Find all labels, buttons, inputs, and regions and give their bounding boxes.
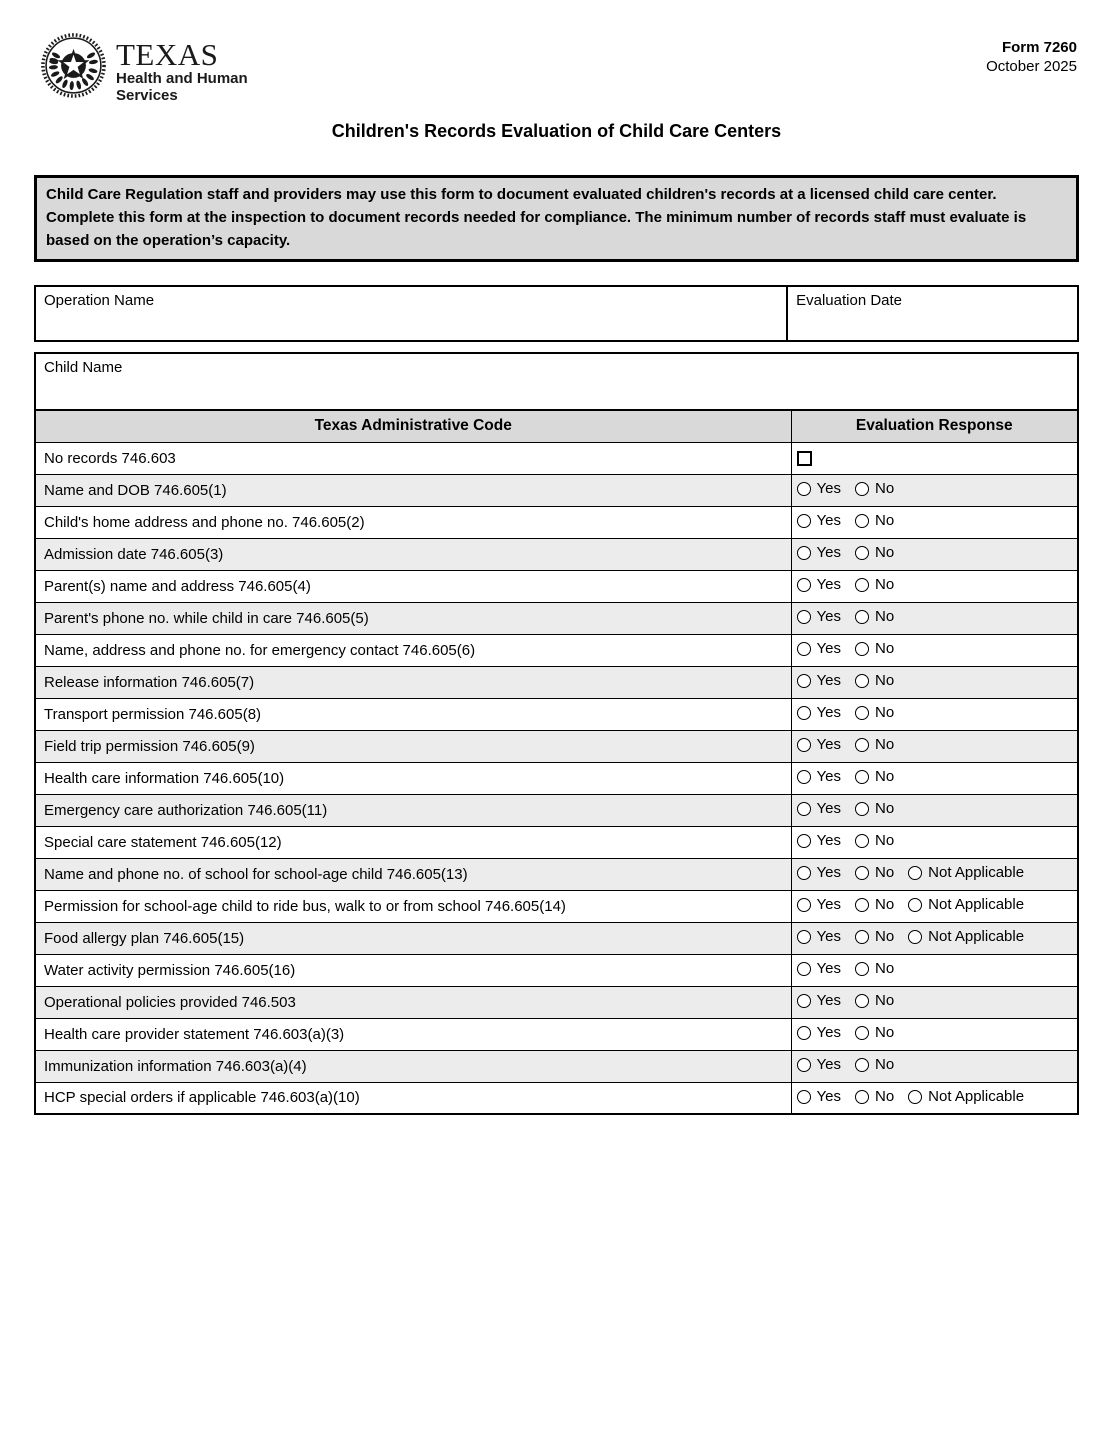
response-cell [791, 762, 1078, 794]
yes-radio[interactable] [797, 514, 811, 528]
yes-radio[interactable] [797, 866, 811, 880]
response-cell [791, 1050, 1078, 1082]
no-option [855, 960, 894, 977]
tac-cell: Health care information 746.605(10) [35, 762, 791, 794]
table-row [35, 666, 1078, 698]
yes-radio[interactable] [797, 738, 811, 752]
evaluation-date-field[interactable] [788, 287, 1077, 340]
no-label: No [874, 704, 895, 722]
response-cell [791, 666, 1078, 698]
no-option [855, 896, 894, 913]
yes-label: Yes [816, 640, 841, 658]
no-option [855, 1088, 894, 1105]
no-radio[interactable] [855, 1026, 869, 1040]
tac-cell: No records 746.603 [35, 442, 791, 474]
yes-label: Yes [816, 704, 841, 722]
no-label: No [874, 736, 895, 754]
no-label: No [874, 544, 895, 562]
no-label: No [874, 928, 895, 946]
yes-radio[interactable] [797, 546, 811, 560]
yes-radio[interactable] [797, 706, 811, 720]
no-option [855, 480, 894, 497]
na-radio[interactable] [908, 898, 922, 912]
yes-label: Yes [816, 736, 841, 754]
table-row [35, 986, 1078, 1018]
table-row [35, 538, 1078, 570]
no-label: No [874, 672, 895, 690]
yes-label: Yes [816, 896, 841, 914]
no-label: No [874, 896, 895, 914]
table-row [35, 1018, 1078, 1050]
no-option [855, 1024, 894, 1041]
yes-radio[interactable] [797, 642, 811, 656]
tac-cell: Special care statement 746.605(12) [35, 826, 791, 858]
no-radio[interactable] [855, 866, 869, 880]
tac-cell: Release information 746.605(7) [35, 666, 791, 698]
na-option [908, 1088, 1024, 1105]
no-radio[interactable] [855, 1058, 869, 1072]
na-option [908, 928, 1024, 945]
page-title: Children's Records Evaluation of Child Care Centers [331, 121, 782, 141]
yes-option [797, 640, 841, 657]
yes-radio[interactable] [797, 1090, 811, 1104]
no-radio[interactable] [855, 802, 869, 816]
tac-cell: Transport permission 746.605(8) [35, 698, 791, 730]
response-column-header: Evaluation Response [791, 410, 1078, 442]
yes-radio[interactable] [797, 994, 811, 1008]
tac-cell: Admission date 746.605(3) [35, 538, 791, 570]
no-label: No [874, 608, 895, 626]
no-radio[interactable] [855, 994, 869, 1008]
na-option [908, 896, 1024, 913]
yes-label: Yes [816, 512, 841, 530]
yes-radio[interactable] [797, 962, 811, 976]
yes-label: Yes [816, 1088, 841, 1105]
table-row [35, 474, 1078, 506]
no-option [855, 928, 894, 945]
response-cell [791, 730, 1078, 762]
yes-label: Yes [816, 864, 841, 882]
table-row [35, 826, 1078, 858]
response-cell [791, 922, 1078, 954]
no-option [855, 768, 894, 785]
yes-label: Yes [816, 480, 841, 498]
na-radio[interactable] [908, 1090, 922, 1104]
response-cell [791, 602, 1078, 634]
response-cell [791, 698, 1078, 730]
yes-label: Yes [816, 928, 841, 946]
tac-cell: Parent(s) name and address 746.605(4) [35, 570, 791, 602]
texas-hhs-logo [40, 32, 248, 104]
yes-option [797, 1024, 841, 1041]
tac-cell: Permission for school-age child to ride bus, walk to or from school 746.605(14) [35, 890, 791, 922]
tac-cell: Food allergy plan 746.605(15) [35, 922, 791, 954]
response-cell [791, 570, 1078, 602]
tac-cell: Name and DOB 746.605(1) [35, 474, 791, 506]
form-date: October 2025 [986, 58, 1077, 75]
yes-label: Yes [816, 576, 841, 594]
yes-option [797, 512, 841, 529]
response-cell [791, 1018, 1078, 1050]
tac-cell: Field trip permission 746.605(9) [35, 730, 791, 762]
no-label: No [874, 1024, 895, 1042]
operation-info-row [34, 285, 1079, 342]
response-cell [791, 858, 1078, 890]
yes-radio[interactable] [797, 802, 811, 816]
no-label: No [874, 512, 895, 530]
no-radio[interactable] [855, 482, 869, 496]
yes-option [797, 704, 841, 721]
no-radio[interactable] [855, 898, 869, 912]
operation-name-label: Operation Name [44, 292, 155, 309]
yes-radio[interactable] [797, 930, 811, 944]
yes-option [797, 864, 841, 881]
tac-cell: Immunization information 746.603(a)(4) [35, 1050, 791, 1082]
no-radio[interactable] [855, 514, 869, 528]
yes-radio[interactable] [797, 770, 811, 784]
response-cell [791, 826, 1078, 858]
yes-label: Yes [816, 960, 841, 978]
na-label: Not Applicable [928, 896, 1025, 914]
logo-subtitle-line2: Services [116, 87, 178, 104]
response-cell [791, 506, 1078, 538]
no-radio[interactable] [855, 834, 869, 848]
table-row [35, 602, 1078, 634]
tac-cell: Name, address and phone no. for emergency contact 746.605(6) [35, 634, 791, 666]
child-name-field[interactable] [34, 352, 1079, 409]
no-option [855, 672, 894, 689]
table-row [35, 858, 1078, 890]
no-label: No [874, 800, 895, 818]
logo-brand: TEXAS [116, 37, 219, 72]
yes-radio[interactable] [797, 834, 811, 848]
table-row [35, 762, 1078, 794]
yes-radio[interactable] [797, 1058, 811, 1072]
na-label: Not Applicable [928, 928, 1025, 946]
table-row [35, 794, 1078, 826]
no-label: No [874, 992, 895, 1010]
yes-label: Yes [816, 672, 841, 690]
no-option [855, 800, 894, 817]
no-label: No [874, 832, 895, 850]
table-row [35, 634, 1078, 666]
yes-option [797, 480, 841, 497]
yes-label: Yes [816, 544, 841, 562]
no-radio[interactable] [855, 706, 869, 720]
response-cell [791, 442, 1078, 474]
table-row [35, 890, 1078, 922]
response-cell [791, 794, 1078, 826]
no-radio[interactable] [855, 546, 869, 560]
yes-option [797, 576, 841, 593]
no-option [855, 544, 894, 561]
table-row [35, 1082, 1078, 1114]
no-option [855, 832, 894, 849]
no-radio[interactable] [855, 674, 869, 688]
yes-label: Yes [816, 1024, 841, 1042]
na-label: Not Applicable [928, 1088, 1025, 1105]
no-radio[interactable] [855, 1090, 869, 1104]
no-radio[interactable] [855, 738, 869, 752]
evaluation-date-label: Evaluation Date [796, 292, 903, 309]
no-option [855, 864, 894, 881]
tac-cell: Water activity permission 746.605(16) [35, 954, 791, 986]
no-label: No [874, 1088, 895, 1105]
yes-option [797, 832, 841, 849]
tac-column-header: Texas Administrative Code [35, 410, 791, 442]
no-label: No [874, 480, 895, 498]
yes-option [797, 896, 841, 913]
yes-label: Yes [816, 608, 841, 626]
no-radio[interactable] [855, 610, 869, 624]
response-cell [791, 986, 1078, 1018]
logo-subtitle-line1: Health and Human [116, 70, 248, 87]
yes-label: Yes [816, 1056, 841, 1074]
no-radio[interactable] [855, 578, 869, 592]
tac-cell: Name and phone no. of school for school-age child 746.605(13) [35, 858, 791, 890]
no-option [855, 576, 894, 593]
yes-option [797, 736, 841, 753]
no-label: No [874, 864, 895, 882]
table-row [35, 922, 1078, 954]
no-radio[interactable] [855, 962, 869, 976]
yes-label: Yes [816, 800, 841, 818]
yes-radio[interactable] [797, 674, 811, 688]
table-row [35, 698, 1078, 730]
evaluation-table [34, 409, 1079, 1115]
no-label: No [874, 576, 895, 594]
table-row [35, 506, 1078, 538]
response-cell [791, 1082, 1078, 1114]
response-cell [791, 890, 1078, 922]
na-label: Not Applicable [928, 864, 1025, 882]
yes-radio[interactable] [797, 898, 811, 912]
response-cell [791, 474, 1078, 506]
response-cell [791, 954, 1078, 986]
yes-option [797, 928, 841, 945]
yes-option [797, 672, 841, 689]
yes-label: Yes [816, 992, 841, 1010]
response-cell [791, 634, 1078, 666]
no-option [855, 640, 894, 657]
logo-text [116, 32, 248, 104]
yes-radio[interactable] [797, 610, 811, 624]
no-radio[interactable] [855, 930, 869, 944]
page-header [0, 0, 1113, 104]
no-option [855, 704, 894, 721]
yes-option [797, 768, 841, 785]
tac-cell: Child's home address and phone no. 746.605(2) [35, 506, 791, 538]
yes-label: Yes [816, 832, 841, 850]
form-meta [986, 32, 1077, 76]
no-option [855, 1056, 894, 1073]
no-records-checkbox[interactable] [797, 451, 812, 466]
table-header-row [35, 410, 1078, 442]
yes-label: Yes [816, 768, 841, 786]
no-label: No [874, 640, 895, 658]
yes-option [797, 992, 841, 1009]
table-row [35, 1050, 1078, 1082]
logo-subtitle [116, 70, 248, 104]
no-option [855, 608, 894, 625]
no-label: No [874, 960, 895, 978]
tac-cell: Health care provider statement 746.603(a)(3) [35, 1018, 791, 1050]
instructions-box: Child Care Regulation staff and providers may use this form to document evaluated children's records at a licensed child care center. Complete this form at the inspection to document records needed for compliance. The minimum number of records staff must evaluate is based on the operation’s capacity. [34, 175, 1079, 262]
tac-cell: Operational policies provided 746.503 [35, 986, 791, 1018]
no-label: No [874, 1056, 895, 1074]
no-radio[interactable] [855, 770, 869, 784]
operation-name-field[interactable] [36, 287, 788, 340]
form-number: Form 7260 [1001, 39, 1077, 56]
yes-radio[interactable] [797, 1026, 811, 1040]
yes-option [797, 608, 841, 625]
table-row [35, 954, 1078, 986]
no-option [855, 992, 894, 1009]
tac-cell: HCP special orders if applicable 746.603(a)(10) [35, 1082, 791, 1114]
yes-radio[interactable] [797, 578, 811, 592]
no-radio[interactable] [855, 642, 869, 656]
yes-option [797, 1088, 841, 1105]
child-name-label: Child Name [44, 359, 123, 376]
tac-cell: Parent's phone no. while child in care 746.605(5) [35, 602, 791, 634]
yes-radio[interactable] [797, 482, 811, 496]
na-radio[interactable] [908, 866, 922, 880]
yes-option [797, 960, 841, 977]
yes-option [797, 544, 841, 561]
texas-hhs-seal-icon [40, 32, 107, 99]
response-cell [791, 538, 1078, 570]
yes-option [797, 800, 841, 817]
no-option [855, 512, 894, 529]
table-row [35, 730, 1078, 762]
na-option [908, 864, 1024, 881]
table-row [35, 442, 1078, 474]
no-label: No [874, 768, 895, 786]
no-option [855, 736, 894, 753]
yes-option [797, 1056, 841, 1073]
na-radio[interactable] [908, 930, 922, 944]
table-row [35, 570, 1078, 602]
tac-cell: Emergency care authorization 746.605(11) [35, 794, 791, 826]
